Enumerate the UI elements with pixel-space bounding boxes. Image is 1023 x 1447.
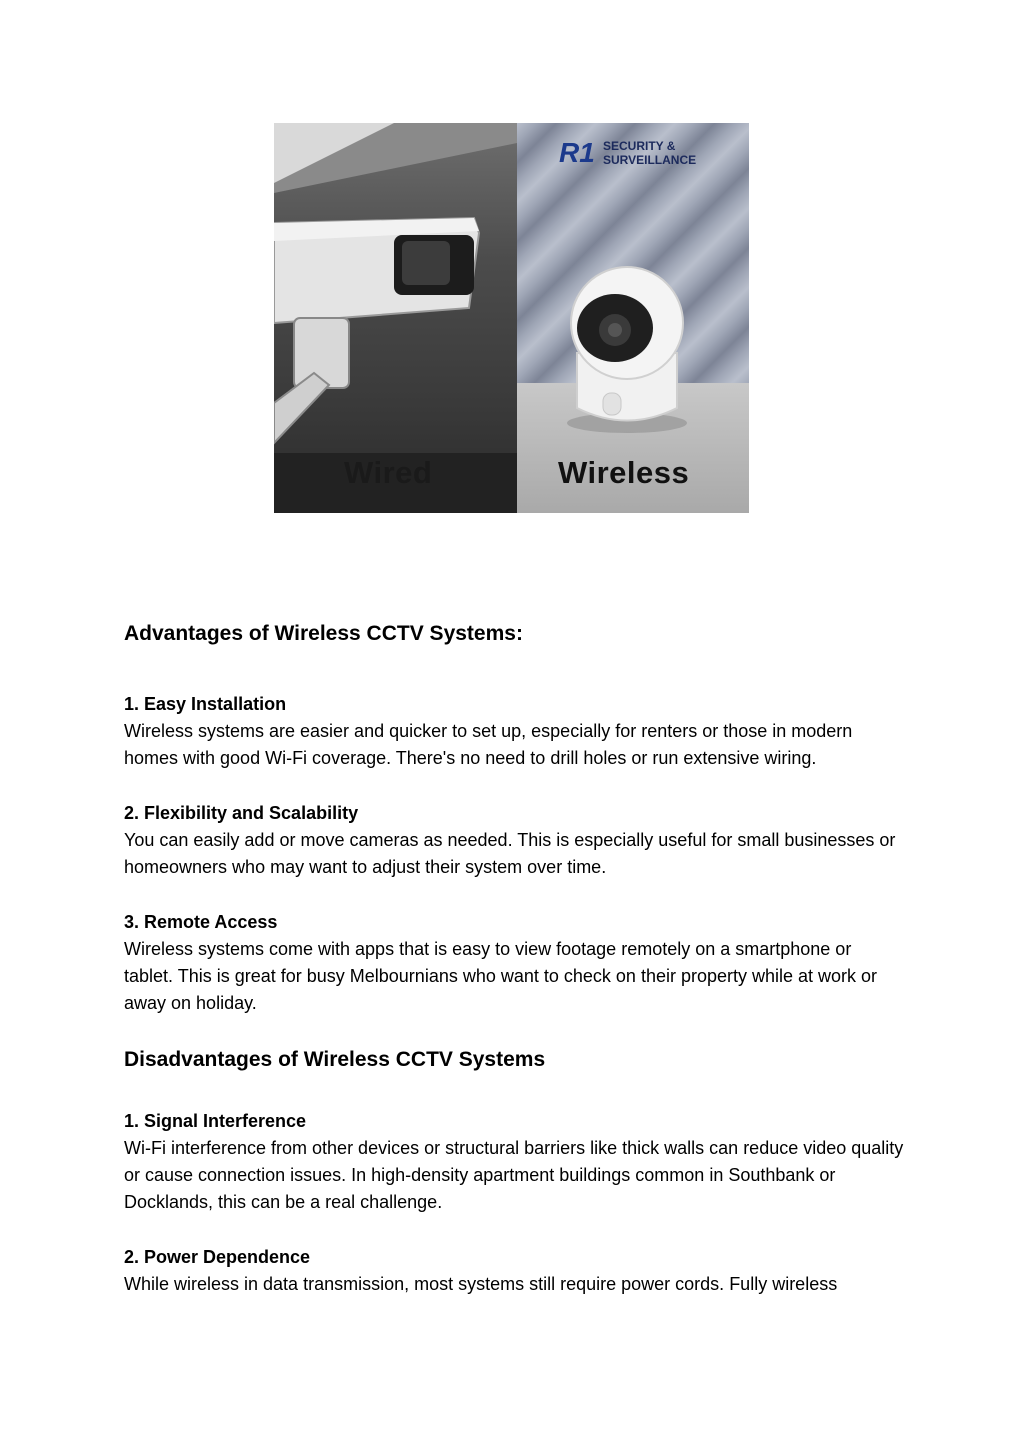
advantage-item [124, 909, 904, 1017]
disadvantage-title: 2. Power Dependence [124, 1247, 311, 1267]
advantages-heading: Advantages of Wireless CCTV Systems: [124, 622, 523, 645]
advantage-title: 3. Remote Access [124, 912, 278, 932]
wireless-camera-panel [517, 123, 749, 513]
svg-text:SURVEILLANCE: SURVEILLANCE [603, 153, 697, 167]
svg-text:SECURITY &: SECURITY & [603, 139, 676, 153]
wired-caption: Wired [344, 455, 433, 490]
advantage-body: Wireless systems come with apps that is easy to view footage remotely on a smartphone or tablet. This is great for busy Melbournians who want to check on their property while at work or away on holiday. [124, 939, 878, 1013]
disadvantage-body: While wireless in data transmission, most systems still require power cords. Fully wireless [124, 1274, 838, 1294]
wireless-caption: Wireless [558, 455, 690, 490]
disadvantages-heading: Disadvantages of Wireless CCTV Systems [124, 1048, 546, 1071]
disadvantage-body: Wi-Fi interference from other devices or structural barriers like thick walls can reduce video quality or cause connection issues. In high-density apartment buildings common in Southbank or Docklands, this can be a real challenge. [124, 1138, 904, 1212]
hero-image [274, 123, 749, 513]
advantage-body: Wireless systems are easier and quicker to set up, especially for renters or those in modern homes with good Wi-Fi coverage. There's no need to drill holes or run extensive wiring. [124, 721, 853, 768]
svg-text:R1: R1 [559, 137, 595, 167]
wired-camera-panel [274, 123, 517, 513]
disadvantage-item [124, 1108, 904, 1216]
disadvantage-title: 1. Signal Interference [124, 1111, 307, 1131]
advantage-item [124, 691, 904, 772]
disadvantage-item [124, 1244, 904, 1298]
advantage-title: 2. Flexibility and Scalability [124, 803, 359, 823]
advantage-body: You can easily add or move cameras as needed. This is especially useful for small businesses or homeowners who may want to adjust their system over time. [124, 830, 896, 877]
advantage-title: 1. Easy Installation [124, 694, 287, 714]
advantage-item [124, 800, 904, 881]
